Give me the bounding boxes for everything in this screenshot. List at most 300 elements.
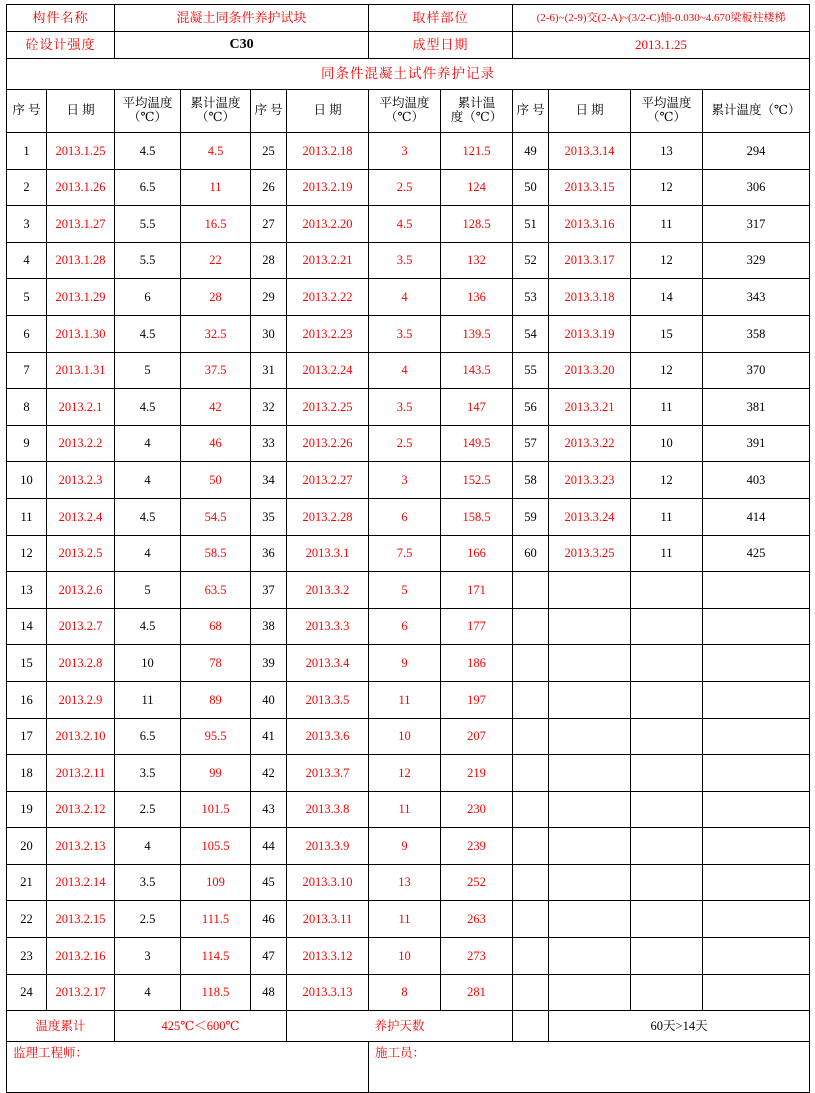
cell-date-2: 2013.3.2 <box>287 572 369 609</box>
cell-seq-3 <box>513 938 549 975</box>
table-row <box>7 425 810 462</box>
cell-seq-2: 38 <box>251 608 287 645</box>
cell-cumtemp-3: 294 <box>703 133 810 170</box>
cell-seq-3 <box>513 755 549 792</box>
cell-seq-1: 8 <box>7 389 47 426</box>
cell-avgtemp-2: 3.5 <box>369 315 441 352</box>
cell-date-1: 2013.2.16 <box>47 938 115 975</box>
cell-avgtemp-2: 3 <box>369 462 441 499</box>
cell-date-3: 2013.3.18 <box>549 279 631 316</box>
col-date-2: 日 期 <box>287 90 369 133</box>
cell-date-2: 2013.2.23 <box>287 315 369 352</box>
cell-seq-3 <box>513 608 549 645</box>
cell-date-3 <box>549 828 631 865</box>
cell-seq-2: 27 <box>251 206 287 243</box>
cell-avgtemp-1: 4 <box>115 974 181 1011</box>
table-row <box>7 681 810 718</box>
cell-cumtemp-3: 343 <box>703 279 810 316</box>
cell-seq-1: 5 <box>7 279 47 316</box>
cell-date-2: 2013.2.20 <box>287 206 369 243</box>
cell-seq-1: 12 <box>7 535 47 572</box>
cell-date-2: 2013.3.6 <box>287 718 369 755</box>
cell-seq-2: 48 <box>251 974 287 1011</box>
cell-seq-1: 19 <box>7 791 47 828</box>
table-row <box>7 901 810 938</box>
cell-cumtemp-3: 403 <box>703 462 810 499</box>
curing-record-table <box>6 4 810 1093</box>
cell-cumtemp-3: 329 <box>703 242 810 279</box>
cell-date-3 <box>549 901 631 938</box>
cell-cumtemp-3: 317 <box>703 206 810 243</box>
cell-seq-3 <box>513 791 549 828</box>
cell-date-1: 2013.2.15 <box>47 901 115 938</box>
cell-cumtemp-2: 136 <box>441 279 513 316</box>
cell-avgtemp-3 <box>631 864 703 901</box>
cell-seq-1: 18 <box>7 755 47 792</box>
cell-date-3: 2013.3.14 <box>549 133 631 170</box>
table-row <box>7 645 810 682</box>
table-row <box>7 352 810 389</box>
cell-date-3 <box>549 864 631 901</box>
cell-avgtemp-2: 7.5 <box>369 535 441 572</box>
cell-date-3 <box>549 645 631 682</box>
cell-date-3 <box>549 938 631 975</box>
cell-seq-3: 49 <box>513 133 549 170</box>
cell-date-2: 2013.3.1 <box>287 535 369 572</box>
component-name-label: 构件名称 <box>7 5 115 32</box>
cell-avgtemp-2: 9 <box>369 828 441 865</box>
cell-avgtemp-1: 4.5 <box>115 498 181 535</box>
cell-seq-3 <box>513 645 549 682</box>
cell-date-2: 2013.2.26 <box>287 425 369 462</box>
cell-cumtemp-3 <box>703 791 810 828</box>
cell-date-2: 2013.3.10 <box>287 864 369 901</box>
cell-avgtemp-2: 11 <box>369 791 441 828</box>
cell-date-3: 2013.3.16 <box>549 206 631 243</box>
cell-avgtemp-3: 12 <box>631 462 703 499</box>
cell-seq-3 <box>513 864 549 901</box>
cell-avgtemp-3 <box>631 645 703 682</box>
cell-avgtemp-1: 4.5 <box>115 133 181 170</box>
cell-avgtemp-1: 5.5 <box>115 242 181 279</box>
cell-avgtemp-2: 10 <box>369 718 441 755</box>
cell-avgtemp-2: 6 <box>369 498 441 535</box>
cell-seq-1: 21 <box>7 864 47 901</box>
cell-avgtemp-1: 5.5 <box>115 206 181 243</box>
table-row <box>7 755 810 792</box>
cell-seq-2: 32 <box>251 389 287 426</box>
cell-date-3: 2013.3.22 <box>549 425 631 462</box>
supervisor-label: 监理工程师： <box>7 1042 369 1093</box>
cell-avgtemp-3 <box>631 901 703 938</box>
cell-seq-1: 4 <box>7 242 47 279</box>
cell-seq-1: 1 <box>7 133 47 170</box>
cell-seq-3 <box>513 681 549 718</box>
cell-date-3 <box>549 572 631 609</box>
cell-avgtemp-2: 4.5 <box>369 206 441 243</box>
cell-cumtemp-3 <box>703 901 810 938</box>
forming-date-label: 成型日期 <box>369 32 513 59</box>
cell-cumtemp-2: 128.5 <box>441 206 513 243</box>
cell-avgtemp-1: 6 <box>115 279 181 316</box>
cell-avgtemp-2: 12 <box>369 755 441 792</box>
cell-cumtemp-2: 149.5 <box>441 425 513 462</box>
cell-seq-3 <box>513 828 549 865</box>
cell-cumtemp-1: 22 <box>181 242 251 279</box>
cell-cumtemp-2: 281 <box>441 974 513 1011</box>
header-row-strength <box>7 32 810 59</box>
table-row <box>7 608 810 645</box>
cell-seq-3: 53 <box>513 279 549 316</box>
cell-avgtemp-3: 11 <box>631 535 703 572</box>
cell-avgtemp-3 <box>631 681 703 718</box>
cell-seq-3 <box>513 572 549 609</box>
cell-avgtemp-3 <box>631 938 703 975</box>
cell-seq-1: 24 <box>7 974 47 1011</box>
cell-seq-1: 9 <box>7 425 47 462</box>
cell-cumtemp-1: 42 <box>181 389 251 426</box>
cell-date-2: 2013.2.28 <box>287 498 369 535</box>
table-row <box>7 315 810 352</box>
cell-cumtemp-1: 109 <box>181 864 251 901</box>
cell-date-1: 2013.2.10 <box>47 718 115 755</box>
cell-seq-3 <box>513 901 549 938</box>
cell-avgtemp-3: 11 <box>631 498 703 535</box>
cell-date-1: 2013.2.11 <box>47 755 115 792</box>
cell-cumtemp-1: 4.5 <box>181 133 251 170</box>
table-row <box>7 938 810 975</box>
table-row <box>7 242 810 279</box>
cell-avgtemp-3: 11 <box>631 389 703 426</box>
cell-cumtemp-3 <box>703 864 810 901</box>
cell-seq-1: 11 <box>7 498 47 535</box>
cell-cumtemp-3 <box>703 974 810 1011</box>
col-cumtemp-2-line2: 度（℃） <box>450 110 503 124</box>
cell-cumtemp-2: 177 <box>441 608 513 645</box>
cell-seq-2: 47 <box>251 938 287 975</box>
cell-seq-2: 25 <box>251 133 287 170</box>
cell-date-1: 2013.2.6 <box>47 572 115 609</box>
component-name-value: 混凝土同条件养护试块 <box>115 5 369 32</box>
cell-date-1: 2013.2.8 <box>47 645 115 682</box>
cell-avgtemp-3 <box>631 718 703 755</box>
cell-seq-2: 42 <box>251 755 287 792</box>
cell-seq-2: 28 <box>251 242 287 279</box>
cell-cumtemp-3: 414 <box>703 498 810 535</box>
cell-cumtemp-2: 207 <box>441 718 513 755</box>
cell-seq-1: 23 <box>7 938 47 975</box>
cell-avgtemp-2: 6 <box>369 608 441 645</box>
cell-cumtemp-2: 143.5 <box>441 352 513 389</box>
cell-avgtemp-1: 5 <box>115 572 181 609</box>
cell-cumtemp-1: 99 <box>181 755 251 792</box>
col-avgtemp-3 <box>631 90 703 133</box>
table-row <box>7 572 810 609</box>
cell-date-3: 2013.3.17 <box>549 242 631 279</box>
cell-cumtemp-1: 28 <box>181 279 251 316</box>
col-seq-1: 序 号 <box>7 90 47 133</box>
cell-avgtemp-1: 10 <box>115 645 181 682</box>
cell-date-3: 2013.3.23 <box>549 462 631 499</box>
cell-date-3: 2013.3.19 <box>549 315 631 352</box>
cell-date-1: 2013.1.30 <box>47 315 115 352</box>
cell-avgtemp-2: 10 <box>369 938 441 975</box>
cell-date-2: 2013.2.22 <box>287 279 369 316</box>
col-avgtemp-1-line2: （℃） <box>128 110 167 124</box>
cell-cumtemp-3: 370 <box>703 352 810 389</box>
cell-cumtemp-2: 124 <box>441 169 513 206</box>
table-row <box>7 535 810 572</box>
cell-seq-2: 35 <box>251 498 287 535</box>
cell-cumtemp-3 <box>703 681 810 718</box>
cell-cumtemp-1: 111.5 <box>181 901 251 938</box>
cell-date-2: 2013.3.4 <box>287 645 369 682</box>
cell-date-3 <box>549 681 631 718</box>
cell-cumtemp-1: 54.5 <box>181 498 251 535</box>
cell-cumtemp-2: 121.5 <box>441 133 513 170</box>
cell-avgtemp-3: 12 <box>631 242 703 279</box>
cell-avgtemp-3: 10 <box>631 425 703 462</box>
cell-cumtemp-3: 391 <box>703 425 810 462</box>
cell-seq-3: 58 <box>513 462 549 499</box>
cell-seq-3: 60 <box>513 535 549 572</box>
cell-date-3 <box>549 608 631 645</box>
cell-cumtemp-1: 46 <box>181 425 251 462</box>
col-date-3: 日 期 <box>549 90 631 133</box>
cell-seq-1: 6 <box>7 315 47 352</box>
cell-seq-3: 50 <box>513 169 549 206</box>
cell-seq-1: 13 <box>7 572 47 609</box>
cell-avgtemp-1: 6.5 <box>115 718 181 755</box>
cell-avgtemp-1: 5 <box>115 352 181 389</box>
cell-seq-3: 51 <box>513 206 549 243</box>
cell-avgtemp-1: 4 <box>115 535 181 572</box>
cell-cumtemp-2: 166 <box>441 535 513 572</box>
cell-cumtemp-3: 381 <box>703 389 810 426</box>
cell-date-1: 2013.1.27 <box>47 206 115 243</box>
cell-cumtemp-3 <box>703 718 810 755</box>
cell-avgtemp-1: 4.5 <box>115 389 181 426</box>
cell-date-1: 2013.2.7 <box>47 608 115 645</box>
cell-avgtemp-2: 4 <box>369 279 441 316</box>
cell-cumtemp-3 <box>703 938 810 975</box>
cell-date-2: 2013.3.3 <box>287 608 369 645</box>
cell-date-2: 2013.3.5 <box>287 681 369 718</box>
cell-cumtemp-3: 358 <box>703 315 810 352</box>
cell-cumtemp-1: 37.5 <box>181 352 251 389</box>
cell-cumtemp-2: 230 <box>441 791 513 828</box>
cell-cumtemp-3 <box>703 608 810 645</box>
cell-seq-1: 16 <box>7 681 47 718</box>
cell-cumtemp-2: 186 <box>441 645 513 682</box>
table-row <box>7 718 810 755</box>
cell-cumtemp-1: 16.5 <box>181 206 251 243</box>
cell-avgtemp-1: 4.5 <box>115 608 181 645</box>
cell-avgtemp-2: 11 <box>369 901 441 938</box>
cell-cumtemp-1: 105.5 <box>181 828 251 865</box>
cell-cumtemp-1: 50 <box>181 462 251 499</box>
cell-avgtemp-2: 8 <box>369 974 441 1011</box>
header-row-component <box>7 5 810 32</box>
cell-cumtemp-1: 58.5 <box>181 535 251 572</box>
cell-date-1: 2013.2.5 <box>47 535 115 572</box>
col-avgtemp-1-line1: 平均温度 <box>122 96 173 111</box>
cell-avgtemp-1: 6.5 <box>115 169 181 206</box>
col-avgtemp-3-line1: 平均温度 <box>641 96 692 111</box>
cell-date-1: 2013.1.29 <box>47 279 115 316</box>
table-row <box>7 462 810 499</box>
cell-seq-2: 45 <box>251 864 287 901</box>
design-strength-value: C30 <box>115 32 369 59</box>
cell-seq-3: 54 <box>513 315 549 352</box>
cell-date-3 <box>549 791 631 828</box>
col-date-1: 日 期 <box>47 90 115 133</box>
cell-seq-1: 17 <box>7 718 47 755</box>
cell-date-2: 2013.3.12 <box>287 938 369 975</box>
cell-seq-1: 14 <box>7 608 47 645</box>
cell-seq-2: 36 <box>251 535 287 572</box>
cell-avgtemp-3 <box>631 828 703 865</box>
col-seq-2: 序 号 <box>251 90 287 133</box>
cure-days-value: 60天>14天 <box>549 1011 810 1042</box>
cell-avgtemp-3 <box>631 791 703 828</box>
col-avgtemp-3-line2: （℃） <box>647 110 687 124</box>
cell-avgtemp-1: 4 <box>115 828 181 865</box>
cell-cumtemp-1: 32.5 <box>181 315 251 352</box>
cell-avgtemp-3: 11 <box>631 206 703 243</box>
cell-seq-3: 57 <box>513 425 549 462</box>
cell-avgtemp-3: 12 <box>631 169 703 206</box>
table-row <box>7 791 810 828</box>
cell-seq-2: 41 <box>251 718 287 755</box>
table-row <box>7 169 810 206</box>
cell-avgtemp-1: 3.5 <box>115 755 181 792</box>
cell-avgtemp-2: 2.5 <box>369 425 441 462</box>
cell-date-3: 2013.3.20 <box>549 352 631 389</box>
cell-avgtemp-1: 4.5 <box>115 315 181 352</box>
cell-cumtemp-2: 239 <box>441 828 513 865</box>
table-row <box>7 206 810 243</box>
table-row <box>7 279 810 316</box>
cure-days-label: 养护天数 <box>287 1011 513 1042</box>
cell-cumtemp-1: 101.5 <box>181 791 251 828</box>
cell-date-2: 2013.2.24 <box>287 352 369 389</box>
cell-cumtemp-2: 197 <box>441 681 513 718</box>
cell-avgtemp-3: 12 <box>631 352 703 389</box>
cell-cumtemp-2: 263 <box>441 901 513 938</box>
cell-cumtemp-1: 63.5 <box>181 572 251 609</box>
col-avgtemp-1 <box>115 90 181 133</box>
footer-summary-row <box>7 1011 810 1042</box>
cell-seq-3: 52 <box>513 242 549 279</box>
cell-cumtemp-1: 68 <box>181 608 251 645</box>
forming-date-value: 2013.1.25 <box>513 32 810 59</box>
cell-seq-2: 46 <box>251 901 287 938</box>
cell-avgtemp-3 <box>631 755 703 792</box>
cell-avgtemp-2: 3.5 <box>369 242 441 279</box>
cell-cumtemp-1: 114.5 <box>181 938 251 975</box>
col-cumtemp-2-line1: 累计温 <box>457 96 496 111</box>
col-avgtemp-2-line2: （℃） <box>385 110 425 124</box>
cell-date-1: 2013.1.25 <box>47 133 115 170</box>
cell-cumtemp-3 <box>703 755 810 792</box>
cell-cumtemp-3: 425 <box>703 535 810 572</box>
cell-cumtemp-3 <box>703 645 810 682</box>
cell-date-3 <box>549 974 631 1011</box>
cell-avgtemp-2: 2.5 <box>369 169 441 206</box>
cell-date-2: 2013.2.18 <box>287 133 369 170</box>
cell-avgtemp-2: 13 <box>369 864 441 901</box>
cell-seq-2: 37 <box>251 572 287 609</box>
table-row <box>7 133 810 170</box>
cell-avgtemp-2: 9 <box>369 645 441 682</box>
cell-cumtemp-3 <box>703 572 810 609</box>
cell-avgtemp-3: 15 <box>631 315 703 352</box>
cell-date-1: 2013.2.13 <box>47 828 115 865</box>
cell-seq-1: 15 <box>7 645 47 682</box>
cure-days-blank <box>513 1011 549 1042</box>
column-header-row <box>7 90 810 133</box>
design-strength-label: 砼设计强度 <box>7 32 115 59</box>
cell-cumtemp-1: 118.5 <box>181 974 251 1011</box>
cell-seq-1: 20 <box>7 828 47 865</box>
cell-cumtemp-1: 95.5 <box>181 718 251 755</box>
table-row <box>7 389 810 426</box>
cell-cumtemp-2: 152.5 <box>441 462 513 499</box>
cell-avgtemp-2: 4 <box>369 352 441 389</box>
cell-cumtemp-2: 147 <box>441 389 513 426</box>
cell-date-2: 2013.2.21 <box>287 242 369 279</box>
cell-cumtemp-2: 273 <box>441 938 513 975</box>
cell-cumtemp-2: 252 <box>441 864 513 901</box>
cell-date-1: 2013.2.12 <box>47 791 115 828</box>
cell-date-1: 2013.2.2 <box>47 425 115 462</box>
cell-seq-3: 59 <box>513 498 549 535</box>
col-seq-3: 序 号 <box>513 90 549 133</box>
cell-avgtemp-2: 11 <box>369 681 441 718</box>
cell-cumtemp-2: 158.5 <box>441 498 513 535</box>
cell-date-1: 2013.2.3 <box>47 462 115 499</box>
cell-date-1: 2013.2.1 <box>47 389 115 426</box>
cell-seq-3 <box>513 974 549 1011</box>
cell-avgtemp-3 <box>631 572 703 609</box>
table-row <box>7 864 810 901</box>
cell-seq-1: 2 <box>7 169 47 206</box>
cell-date-1: 2013.1.31 <box>47 352 115 389</box>
cell-date-2: 2013.3.9 <box>287 828 369 865</box>
cell-avgtemp-3: 13 <box>631 133 703 170</box>
cell-seq-3: 55 <box>513 352 549 389</box>
cell-seq-2: 26 <box>251 169 287 206</box>
cell-seq-2: 43 <box>251 791 287 828</box>
cell-date-2: 2013.3.11 <box>287 901 369 938</box>
cell-seq-3 <box>513 718 549 755</box>
cell-date-3: 2013.3.21 <box>549 389 631 426</box>
cell-seq-2: 44 <box>251 828 287 865</box>
cell-avgtemp-3 <box>631 974 703 1011</box>
cell-seq-3: 56 <box>513 389 549 426</box>
cell-avgtemp-1: 2.5 <box>115 901 181 938</box>
cell-date-2: 2013.2.25 <box>287 389 369 426</box>
cell-date-2: 2013.3.7 <box>287 755 369 792</box>
temp-total-value: 425℃＜600℃ <box>115 1011 287 1042</box>
cell-cumtemp-1: 11 <box>181 169 251 206</box>
cell-avgtemp-1: 4 <box>115 425 181 462</box>
table-row <box>7 828 810 865</box>
cell-date-2: 2013.2.27 <box>287 462 369 499</box>
col-avgtemp-2-line1: 平均温度 <box>379 96 430 111</box>
cell-date-1: 2013.1.28 <box>47 242 115 279</box>
